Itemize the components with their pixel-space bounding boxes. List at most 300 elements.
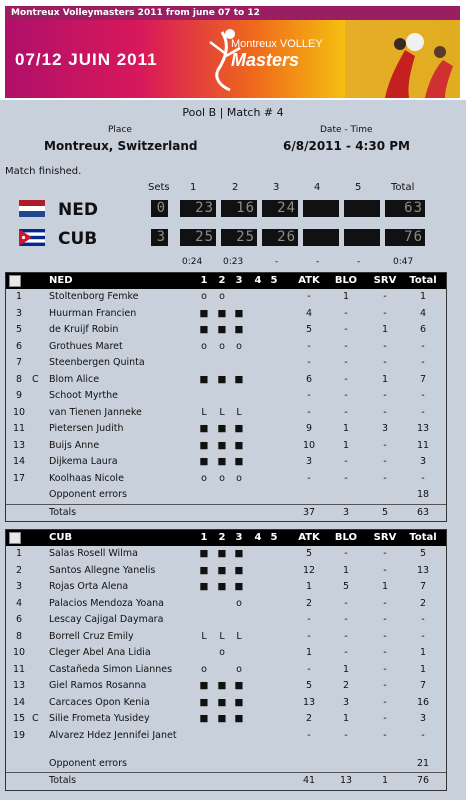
player-number: 11 [12, 423, 26, 434]
player-total: 16 [416, 696, 430, 708]
totals-total: 76 [416, 775, 430, 786]
player-blo: - [344, 597, 348, 609]
set3-presence: ■ [234, 581, 244, 592]
table-row [6, 711, 446, 728]
cub-set1-score: 25 [180, 229, 216, 246]
player-total: - [421, 406, 425, 418]
player-number: 1 [15, 291, 23, 302]
player-total: - [421, 472, 425, 484]
player-total: - [421, 630, 425, 642]
player-number: 13 [12, 439, 26, 451]
player-atk: 6 [305, 373, 313, 385]
player-blo: - [344, 373, 348, 385]
player-srv: - [383, 564, 387, 576]
place-value: Montreux, Switzerland [44, 139, 198, 153]
cub-player-rows [6, 546, 446, 756]
col-total: Total [409, 275, 437, 286]
team-cub-code: CUB [58, 229, 98, 249]
player-atk: 12 [302, 564, 316, 576]
ned-sets-score: 0 [151, 200, 168, 217]
set3-presence: ■ [234, 564, 244, 576]
player-atk: 1 [305, 581, 313, 592]
player-name: Pietersen Judith [49, 423, 124, 434]
col-blo: BLO [334, 532, 358, 543]
player-atk: - [307, 340, 311, 352]
opponent-errors-label: Opponent errors [49, 489, 127, 500]
player-atk: - [307, 630, 311, 642]
player-total: 13 [416, 423, 430, 434]
player-name: Giel Ramos Rosanna [49, 680, 147, 691]
player-name: Huurman Francien [49, 307, 137, 319]
totals-total: 63 [416, 506, 430, 518]
score-header-2: 2 [232, 182, 239, 193]
ned-set2-score: 16 [221, 200, 257, 217]
table-row [6, 596, 446, 613]
set2-presence: ■ [217, 307, 227, 319]
player-srv: - [383, 696, 387, 708]
player-total: 6 [419, 324, 427, 335]
player-srv: - [383, 439, 387, 451]
player-atk: 4 [305, 307, 313, 319]
set2-presence: o [219, 472, 225, 484]
player-srv: - [383, 307, 387, 319]
player-blo: - [344, 647, 348, 658]
set1-presence: ■ [199, 564, 209, 576]
player-blo: - [344, 729, 348, 741]
player-number: 8 [15, 373, 23, 385]
player-name: Blom Alice [49, 373, 100, 385]
player-total: 11 [416, 439, 430, 451]
player-name: Dijkema Laura [49, 456, 118, 467]
player-blo: - [344, 340, 348, 352]
player-srv: - [383, 340, 387, 352]
netherlands-flag-icon [19, 200, 45, 217]
table-row [6, 405, 446, 422]
col-srv: SRV [373, 532, 397, 543]
captain-marker: C [32, 713, 39, 724]
player-blo: 1 [342, 713, 350, 724]
set3-presence: ■ [234, 439, 244, 451]
player-atk: - [307, 472, 311, 484]
player-total: 1 [419, 663, 427, 675]
player-srv: - [383, 663, 387, 675]
player-atk: - [307, 357, 311, 368]
player-atk: 1 [305, 647, 313, 658]
totals-label: Totals [49, 775, 77, 786]
place-label: Place [108, 125, 132, 135]
player-number: 14 [12, 696, 26, 708]
player-atk: 2 [305, 597, 313, 609]
player-blo: 1 [342, 663, 350, 675]
banner-date: 07/12 JUIN 2011 [15, 50, 158, 69]
cub-stats-table [5, 529, 447, 791]
player-total: - [421, 614, 425, 625]
player-atk: 13 [302, 696, 316, 708]
player-srv: - [383, 729, 387, 741]
player-atk: - [307, 390, 311, 401]
totals-atk: 41 [302, 775, 316, 786]
player-srv: - [383, 630, 387, 642]
player-total: 7 [419, 680, 427, 691]
col-set5: 5 [270, 532, 278, 543]
totals-label: Totals [49, 506, 77, 518]
table-row [6, 339, 446, 356]
table-row [6, 355, 446, 372]
cuba-flag-icon [19, 229, 45, 246]
player-blo: - [344, 614, 348, 625]
table-row [6, 388, 446, 405]
player-blo: 2 [342, 680, 350, 691]
ned-stats-table [5, 272, 447, 522]
player-atk: - [307, 291, 311, 302]
player-atk: - [307, 729, 311, 741]
player-atk: - [307, 663, 311, 675]
player-number: 4 [15, 597, 23, 609]
set3-presence: ■ [234, 456, 244, 467]
set3-presence: o [236, 597, 242, 609]
set1-presence: ■ [199, 713, 209, 724]
set1-presence: o [201, 291, 207, 302]
player-number: 10 [12, 647, 26, 658]
ned-total-score: 63 [385, 200, 425, 217]
table-row [6, 579, 446, 596]
table-row [6, 289, 446, 306]
table-row [6, 678, 446, 695]
player-number: 3 [15, 307, 23, 319]
set3-presence: ■ [234, 307, 244, 319]
set3-presence: ■ [234, 696, 244, 708]
player-number: 6 [15, 614, 23, 625]
player-srv: 1 [381, 581, 389, 592]
col-atk: ATK [298, 532, 320, 543]
player-srv: - [383, 406, 387, 418]
player-total: 3 [419, 456, 427, 467]
ned-table-header [6, 273, 446, 289]
player-srv: - [383, 456, 387, 467]
player-number: 7 [15, 357, 23, 368]
player-total: 7 [419, 373, 427, 385]
set1-presence: L [201, 630, 207, 642]
player-srv: - [383, 472, 387, 484]
set3-presence: ■ [234, 548, 244, 559]
datetime-label: Date - Time [320, 125, 373, 135]
player-name: Alvarez Hdez Jennifei Janet [49, 729, 177, 741]
set2-presence: L [219, 630, 225, 642]
set3-presence: L [236, 630, 242, 642]
cub-totals-row [6, 772, 446, 790]
table-row [6, 695, 446, 712]
player-blo: - [344, 456, 348, 467]
player-name: Steenbergen Quinta [49, 357, 145, 368]
score-header-3: 3 [273, 182, 280, 193]
player-total: 1 [419, 291, 427, 302]
player-blo: - [344, 406, 348, 418]
table-row [6, 546, 446, 563]
player-name: Borrell Cruz Emily [49, 630, 134, 642]
player-name: Schoot Myrthe [49, 390, 118, 401]
set2-presence: o [219, 647, 225, 658]
player-name: Carcaces Opon Kenia [49, 696, 150, 708]
set5-duration: - [357, 257, 361, 267]
set1-presence: ■ [199, 423, 209, 434]
player-atk: 5 [305, 324, 313, 335]
player-name: Castañeda Simon Liannes [49, 663, 173, 675]
player-name: Koolhaas Nicole [49, 472, 124, 484]
player-number: 14 [12, 456, 26, 467]
player-srv: - [383, 680, 387, 691]
player-name: Rojas Orta Alena [49, 581, 129, 592]
player-blo: 1 [342, 439, 350, 451]
player-name: Santos Allegne Yanelis [49, 564, 156, 576]
table-row [6, 471, 446, 488]
player-number: 15 [12, 713, 26, 724]
player-blo: 5 [342, 581, 350, 592]
cub-set2-score: 25 [221, 229, 257, 246]
table-row [6, 629, 446, 646]
collapse-toggle-icon[interactable] [9, 532, 21, 544]
set3-presence: ■ [234, 713, 244, 724]
set2-presence: ■ [217, 548, 227, 559]
score-header-4: 4 [314, 182, 321, 193]
player-srv: 3 [381, 423, 389, 434]
set4-duration: - [316, 257, 320, 267]
set2-presence: ■ [217, 564, 227, 576]
ned-table-title: NED [49, 275, 73, 286]
opponent-errors-total: 18 [416, 489, 430, 500]
set3-presence: ■ [234, 373, 244, 385]
player-blo: 3 [342, 696, 350, 708]
player-blo: - [344, 390, 348, 401]
collapse-toggle-icon[interactable] [9, 275, 21, 287]
table-row [6, 662, 446, 679]
set2-presence: ■ [217, 696, 227, 708]
set1-presence: ■ [199, 324, 209, 335]
player-atk: - [307, 406, 311, 418]
player-name: Lescay Cajigal Daymara [49, 614, 164, 625]
player-atk: 3 [305, 456, 313, 467]
set1-presence: ■ [199, 373, 209, 385]
set2-duration: 0:23 [223, 257, 244, 267]
logo-subtitle: Montreux VOLLEY [231, 38, 323, 50]
player-number: 1 [15, 548, 23, 559]
player-number: 3 [15, 581, 23, 592]
totals-blo: 13 [339, 775, 353, 786]
set1-presence: ■ [199, 696, 209, 708]
set3-duration: - [275, 257, 279, 267]
logo-title: Masters [231, 50, 300, 70]
ned-set1-score: 23 [180, 200, 216, 217]
set1-presence: o [201, 472, 207, 484]
opponent-errors-label: Opponent errors [49, 757, 127, 769]
col-srv: SRV [373, 275, 397, 286]
set3-presence: L [236, 406, 242, 418]
captain-marker: C [32, 373, 39, 385]
table-row [6, 728, 446, 756]
player-name: Salas Rosell Wilma [49, 548, 138, 559]
player-number: 6 [15, 340, 23, 352]
player-name: Cleger Abel Ana Lidia [49, 647, 151, 658]
set2-presence: ■ [217, 713, 227, 724]
player-total: - [421, 729, 425, 741]
cub-table-header [6, 530, 446, 546]
player-blo: - [344, 630, 348, 642]
score-header-sets: Sets [148, 182, 170, 193]
set1-presence: ■ [199, 439, 209, 451]
ned-opponent-errors-row [6, 487, 446, 504]
set1-presence: ■ [199, 307, 209, 319]
col-set4: 4 [254, 532, 262, 543]
table-row [6, 454, 446, 471]
ned-set3-score: 24 [262, 200, 298, 217]
ned-player-rows [6, 289, 446, 487]
set2-presence: o [219, 291, 225, 302]
set2-presence: ■ [217, 423, 227, 434]
table-row [6, 645, 446, 662]
set2-presence: L [219, 406, 225, 418]
player-blo: - [344, 324, 348, 335]
player-name: Stoltenborg Femke [49, 291, 139, 302]
set1-presence: ■ [199, 581, 209, 592]
opponent-errors-total: 21 [416, 757, 430, 769]
score-header-1: 1 [190, 182, 197, 193]
set2-presence: ■ [217, 324, 227, 335]
set2-presence: ■ [217, 373, 227, 385]
player-total: - [421, 340, 425, 352]
player-number: 17 [12, 472, 26, 484]
score-header-5: 5 [355, 182, 362, 193]
totals-atk: 37 [302, 506, 316, 518]
players-photo [345, 20, 460, 98]
player-total: - [421, 390, 425, 401]
player-total: 1 [419, 647, 427, 658]
player-srv: - [383, 647, 387, 658]
totals-srv: 5 [381, 506, 389, 518]
set2-presence: ■ [217, 680, 227, 691]
player-blo: - [344, 357, 348, 368]
ned-set5-score [344, 200, 380, 217]
match-status: Match finished. [5, 166, 82, 177]
player-srv: 1 [381, 373, 389, 385]
set1-duration: 0:24 [182, 257, 203, 267]
player-blo: 1 [342, 564, 350, 576]
event-banner[interactable] [5, 20, 460, 98]
player-number: 8 [15, 630, 23, 642]
player-blo: 1 [342, 423, 350, 434]
set3-presence: ■ [234, 324, 244, 335]
match-duration: 0:47 [393, 257, 414, 267]
col-total: Total [409, 532, 437, 543]
player-atk: 5 [305, 680, 313, 691]
player-atk: 10 [302, 439, 316, 451]
player-name: Buijs Anne [49, 439, 100, 451]
cub-set4-score [303, 229, 339, 246]
col-set2: 2 [218, 532, 226, 543]
col-set2: 2 [218, 275, 226, 286]
player-atk: - [307, 614, 311, 625]
totals-srv: 1 [381, 775, 389, 786]
col-set1: 1 [200, 275, 208, 286]
set1-presence: ■ [199, 680, 209, 691]
set2-presence: ■ [217, 439, 227, 451]
player-number: 13 [12, 680, 26, 691]
set3-presence: o [236, 472, 242, 484]
player-atk: 2 [305, 713, 313, 724]
datetime-value: 6/8/2011 - 4:30 PM [283, 139, 410, 153]
cub-total-score: 76 [385, 229, 425, 246]
player-atk: 5 [305, 548, 313, 559]
player-srv: - [383, 390, 387, 401]
player-srv: - [383, 291, 387, 302]
player-blo: 1 [342, 291, 350, 302]
set1-presence: L [201, 406, 207, 418]
set3-presence: ■ [234, 423, 244, 434]
ned-totals-row [6, 504, 446, 522]
player-srv: - [383, 548, 387, 559]
set2-presence: ■ [217, 456, 227, 467]
player-name: Palacios Mendoza Yoana [49, 597, 164, 609]
team-ned-code: NED [58, 200, 98, 220]
cub-set3-score: 26 [262, 229, 298, 246]
player-srv: 1 [381, 324, 389, 335]
set3-presence: o [236, 663, 242, 675]
set1-presence: o [201, 340, 207, 352]
player-blo: - [344, 472, 348, 484]
col-set3: 3 [235, 275, 243, 286]
player-total: 4 [419, 307, 427, 319]
cub-sets-score: 3 [151, 229, 168, 246]
set2-presence: o [219, 340, 225, 352]
player-total: 13 [416, 564, 430, 576]
cub-table-title: CUB [49, 532, 73, 543]
table-row [6, 322, 446, 339]
table-row [6, 372, 446, 389]
col-set5: 5 [270, 275, 278, 286]
player-atk: 9 [305, 423, 313, 434]
player-srv: - [383, 597, 387, 609]
player-total: 2 [419, 597, 427, 609]
player-srv: - [383, 713, 387, 724]
totals-blo: 3 [342, 506, 350, 518]
table-row [6, 421, 446, 438]
player-number: 19 [12, 729, 26, 741]
player-total: 5 [419, 548, 427, 559]
player-name: de Kruijf Robin [49, 324, 119, 335]
player-total: 3 [419, 713, 427, 724]
table-row [6, 612, 446, 629]
player-blo: - [344, 548, 348, 559]
player-number: 2 [15, 564, 23, 576]
player-name: van Tienen Janneke [49, 406, 142, 418]
player-number: 11 [12, 663, 26, 675]
col-atk: ATK [298, 275, 320, 286]
player-number: 10 [12, 406, 26, 418]
set1-presence: ■ [199, 548, 209, 559]
col-set1: 1 [200, 532, 208, 543]
cub-opponent-errors-row [6, 756, 446, 773]
player-number: 5 [15, 324, 23, 335]
event-title-bar[interactable]: Montreux Volleymasters 2011 from june 07 to 12 [5, 6, 460, 20]
cub-set5-score [344, 229, 380, 246]
table-row [6, 306, 446, 323]
player-total: 7 [419, 581, 427, 592]
player-blo: - [344, 307, 348, 319]
pool-match-title: Pool B | Match # 4 [182, 106, 284, 119]
set1-presence: ■ [199, 456, 209, 467]
score-header-total: Total [391, 182, 415, 193]
player-srv: - [383, 614, 387, 625]
col-set4: 4 [254, 275, 262, 286]
player-name: Grothues Maret [49, 340, 123, 352]
